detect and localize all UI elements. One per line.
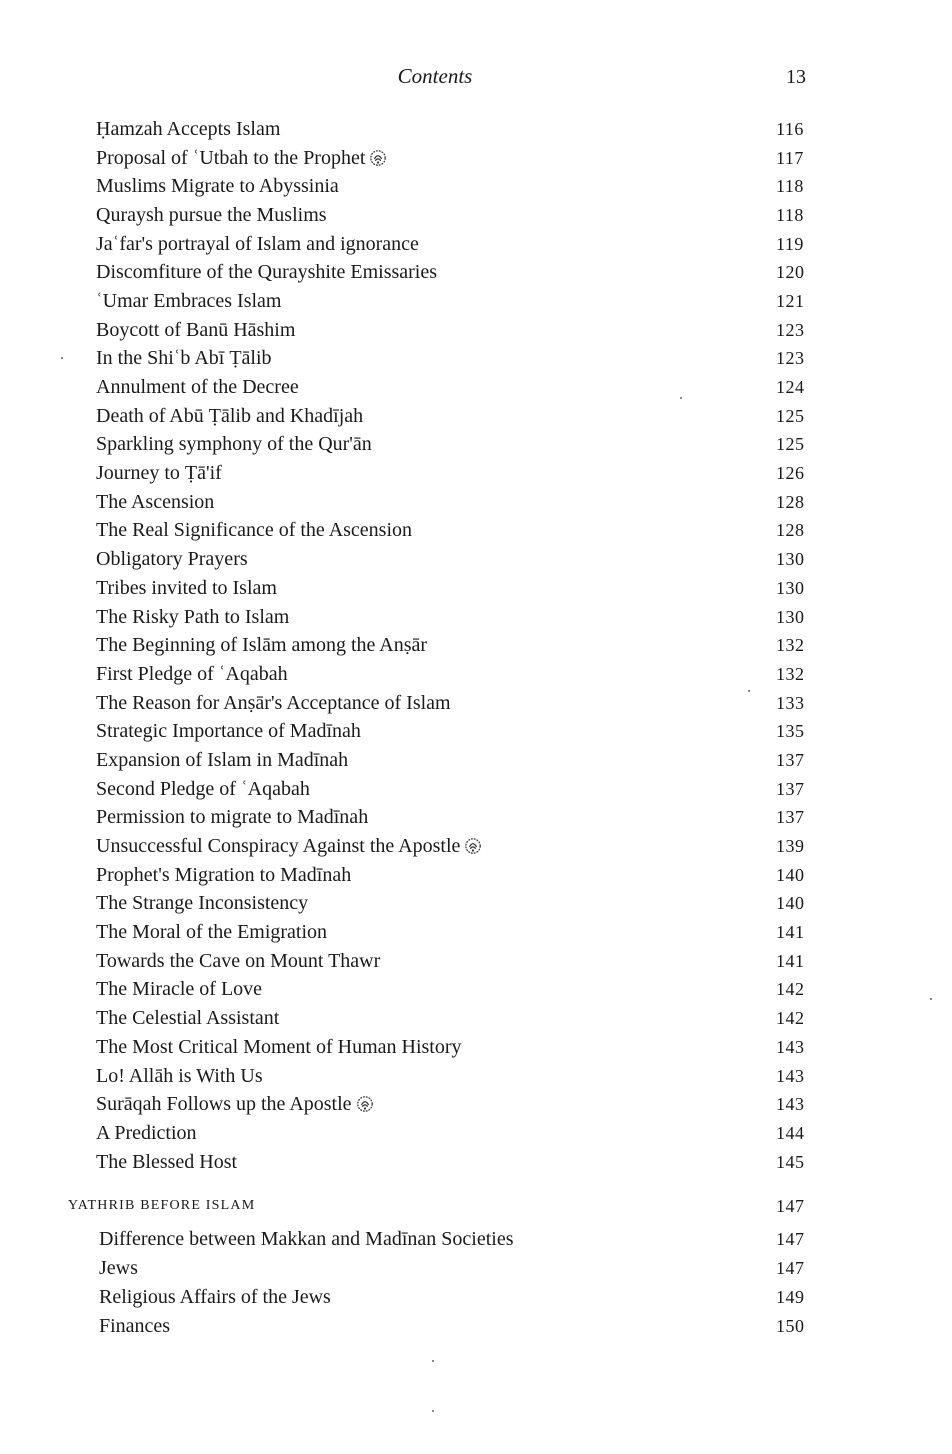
toc-entry: [96, 115, 816, 144]
toc-entry-title: Boycott of Banū Hāshim: [96, 318, 296, 341]
toc-entry: [96, 603, 816, 632]
toc-entry-title: Tribes invited to Islam: [96, 576, 277, 599]
toc-entry-page: 137: [776, 778, 805, 799]
page-number: 13: [786, 66, 806, 88]
toc-entry: [99, 1254, 816, 1283]
toc-entry-page: 116: [776, 118, 804, 139]
toc-entry-page: 132: [776, 635, 805, 656]
toc-entry-page: 140: [776, 893, 805, 914]
toc-entry: [96, 832, 816, 861]
honorific-seal-icon: [464, 837, 482, 855]
toc-entry: [96, 1062, 816, 1091]
toc-entry-title: Annulment of the Decree: [96, 376, 299, 399]
toc-entry-page: 118: [776, 204, 804, 225]
toc-entry-title: Ḥamzah Accepts Islam: [96, 117, 281, 140]
toc-entry-page: 140: [776, 864, 805, 885]
toc-entry-page: 130: [776, 549, 805, 570]
toc-entry-title: Jews: [99, 1257, 138, 1279]
toc-entry-title: Expansion of Islam in Madīnah: [96, 748, 349, 771]
toc-entry-page: 126: [776, 463, 805, 484]
toc-entry-title: The Moral of the Emigration: [96, 921, 328, 944]
toc-section: [68, 1191, 816, 1341]
toc-entry-page: 133: [776, 692, 805, 713]
toc-entry: [96, 947, 816, 976]
toc-entry-title: Surāqah Follows up the Apostle: [96, 1093, 374, 1116]
toc-entry-title: Proposal of ʿUtbah to the Prophet: [96, 147, 387, 170]
toc-entry-title: In the Shiʿb Abī Ṭālib: [96, 347, 272, 370]
toc-entry: [96, 890, 816, 919]
toc-entry-title: Discomfiture of the Qurayshite Emissaries: [96, 261, 438, 284]
toc-entry: [99, 1225, 816, 1254]
toc-entry: [96, 861, 816, 890]
toc-entry: [96, 775, 816, 804]
toc-entry-title: Unsuccessful Conspiracy Against the Apostle: [96, 835, 482, 858]
toc-entry-page: 117: [776, 147, 804, 168]
toc-entry-page: 135: [776, 721, 805, 742]
toc-entry-title: The Blessed Host: [96, 1150, 238, 1173]
toc-entry: [96, 574, 816, 603]
toc-entry-page: 139: [776, 836, 805, 857]
toc-entry-title: The Reason for Anṣār's Acceptance of Islam: [96, 691, 451, 714]
toc-entry-page: 128: [776, 520, 805, 541]
toc-entry-title: The Miracle of Love: [96, 978, 263, 1001]
toc-entry-page: 141: [776, 922, 805, 943]
toc-entry-title: Obligatory Prayers: [96, 548, 248, 571]
toc-entry-page: 147: [776, 1229, 805, 1249]
toc-entry: [99, 1283, 816, 1312]
toc-entry: [96, 631, 816, 660]
toc-entry-page: 143: [776, 1065, 805, 1086]
scan-speck: [432, 1410, 434, 1412]
toc-entry: [96, 689, 816, 718]
toc-entry-title: Strategic Importance of Madīnah: [96, 720, 361, 743]
toc-entry: [96, 1119, 816, 1148]
section-page-number: 147: [776, 1195, 805, 1216]
toc-entry-title: The Ascension: [96, 490, 215, 513]
toc-entry-page: 125: [776, 405, 805, 426]
section-title: YATHRIB BEFORE ISLAM: [68, 1198, 256, 1213]
scan-speck: [748, 690, 750, 692]
toc-entry-title: Death of Abū Ṭālib and Khadījah: [96, 404, 364, 427]
toc-entry: [96, 976, 816, 1005]
scan-speck: [432, 1360, 434, 1362]
toc-entry-page: 150: [776, 1316, 805, 1336]
toc-entry-page: 149: [776, 1287, 805, 1307]
toc-entry-page: 125: [776, 434, 805, 455]
toc-entry: [96, 717, 816, 746]
toc-entry-title: Quraysh pursue the Muslims: [96, 203, 327, 226]
toc-entry-page: 130: [776, 606, 805, 627]
toc-entry: [96, 660, 816, 689]
toc-entry-title: The Risky Path to Islam: [96, 605, 290, 628]
toc-entry-page: 142: [776, 979, 805, 1000]
toc-entry: [96, 918, 816, 947]
toc-entry-page: 141: [776, 950, 805, 971]
toc-entry-title: Second Pledge of ʿAqabah: [96, 777, 310, 800]
toc-entry: [96, 1004, 816, 1033]
toc-entry-page: 142: [776, 1008, 805, 1029]
toc-entry: [96, 316, 816, 345]
toc-entry-title: The Most Critical Moment of Human History: [96, 1035, 462, 1058]
toc-entry-page: 121: [776, 290, 805, 311]
toc-entry: [96, 1090, 816, 1119]
toc-entry: [96, 1033, 816, 1062]
toc-entry-page: 143: [776, 1094, 805, 1115]
toc-entry-page: 147: [776, 1258, 805, 1278]
toc-entry-title: Muslims Migrate to Abyssinia: [96, 175, 339, 198]
toc-entry-title: Permission to migrate to Madīnah: [96, 806, 369, 829]
toc-entry-title: Religious Affairs of the Jews: [99, 1286, 331, 1308]
toc-entry-title: Lo! Allāh is With Us: [96, 1064, 263, 1087]
table-of-contents: [96, 115, 816, 1176]
toc-entry: [96, 804, 816, 833]
toc-entry-title: Towards the Cave on Mount Thawr: [96, 949, 381, 972]
honorific-seal-icon: [369, 149, 387, 167]
toc-entry: [96, 144, 816, 173]
toc-entry-page: 123: [776, 319, 805, 340]
toc-entry-title: Journey to Ṭā'if: [96, 462, 222, 485]
scan-speck: [680, 397, 682, 399]
toc-entry-title: Difference between Makkan and Madīnan Societies: [99, 1228, 514, 1250]
toc-entry: [96, 746, 816, 775]
toc-entry-page: 137: [776, 749, 805, 770]
toc-entry-title: A Prediction: [96, 1121, 197, 1144]
toc-entry-page: 120: [776, 262, 805, 283]
toc-entry-title: First Pledge of ʿAqabah: [96, 662, 288, 685]
toc-entry-page: 119: [776, 233, 804, 254]
toc-entry-page: 145: [776, 1151, 805, 1172]
section-entries: [99, 1225, 816, 1341]
toc-entry-page: 137: [776, 807, 805, 828]
toc-entry-title: The Celestial Assistant: [96, 1007, 280, 1030]
toc-entry: [96, 488, 816, 517]
toc-entry-page: 124: [776, 377, 805, 398]
toc-entry-page: 128: [776, 491, 805, 512]
section-heading-row: [68, 1191, 816, 1221]
toc-entry: [96, 172, 816, 201]
toc-entry: [96, 230, 816, 259]
toc-entry-page: 132: [776, 663, 805, 684]
scan-speck: [61, 357, 63, 359]
toc-entry: [96, 1148, 816, 1177]
toc-entry: [96, 201, 816, 230]
toc-entry: [96, 431, 816, 460]
running-title: Contents: [397, 64, 473, 88]
toc-entry-title: Sparkling symphony of the Qur'ān: [96, 433, 372, 456]
toc-entry-title: Jaʿfar's portrayal of Islam and ignorance: [96, 232, 419, 255]
toc-entry: [96, 345, 816, 374]
toc-entry-title: The Real Significance of the Ascension: [96, 519, 413, 542]
toc-entry-page: 118: [776, 176, 804, 197]
toc-entry: [96, 402, 816, 431]
toc-entry: [96, 287, 816, 316]
toc-entry: [99, 1312, 816, 1341]
toc-entry: [96, 545, 816, 574]
toc-entry-title: Prophet's Migration to Madīnah: [96, 863, 352, 886]
toc-entry: [96, 373, 816, 402]
toc-entry-title: The Beginning of Islām among the Anṣār: [96, 634, 428, 657]
toc-entry-page: 123: [776, 348, 805, 369]
toc-entry-title: ʿUmar Embraces Islam: [96, 289, 282, 312]
toc-entry: [96, 459, 816, 488]
toc-entry-title: The Strange Inconsistency: [96, 892, 309, 915]
toc-entry: [96, 517, 816, 546]
honorific-seal-icon: [356, 1095, 374, 1113]
toc-entry-page: 143: [776, 1036, 805, 1057]
scan-speck: [930, 998, 932, 1000]
toc-entry: [96, 258, 816, 287]
toc-entry-page: 130: [776, 577, 805, 598]
toc-entry-title: Finances: [99, 1315, 171, 1337]
toc-entry-page: 144: [776, 1122, 805, 1143]
